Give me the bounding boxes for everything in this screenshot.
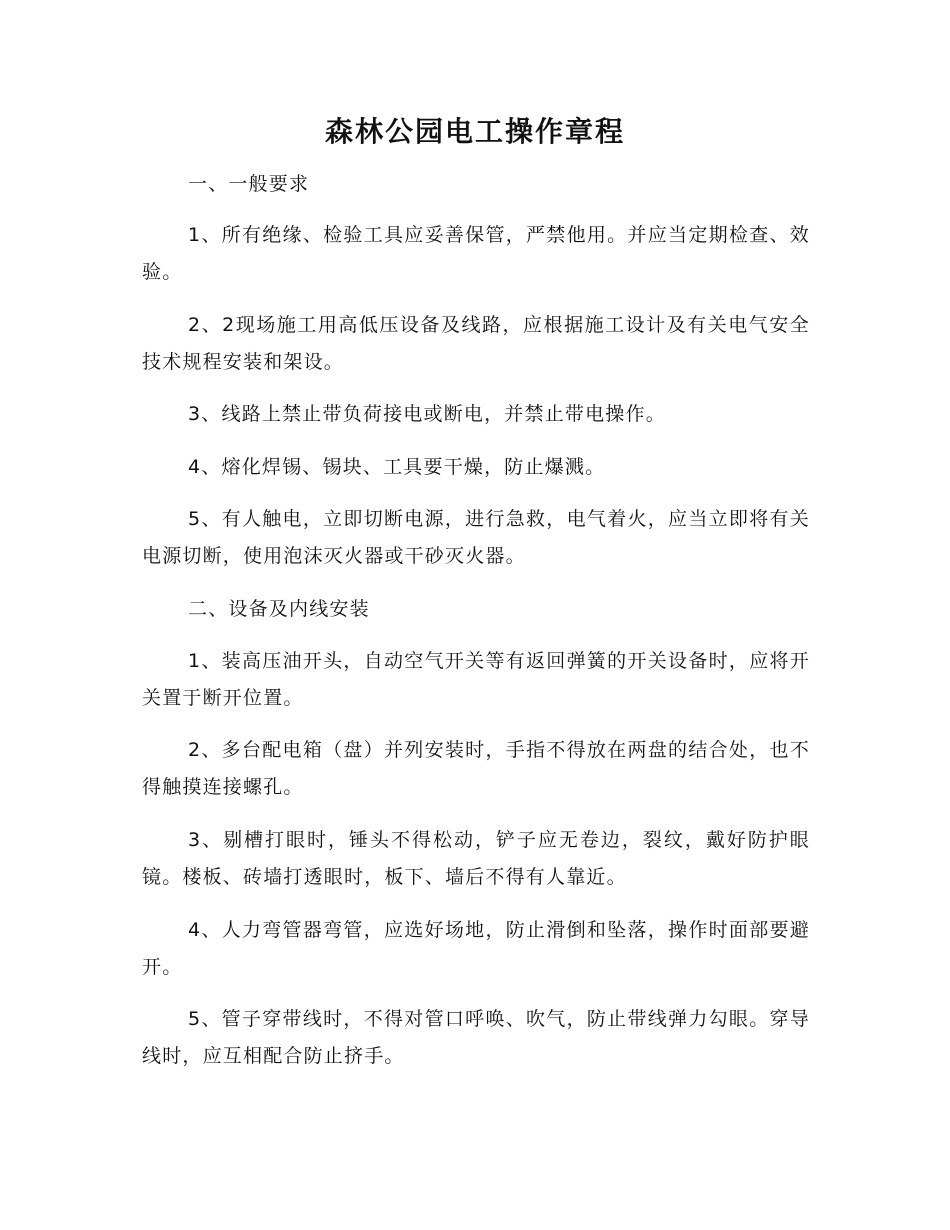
paragraph-item: 4、人力弯管器弯管，应选好场地，防止滑倒和坠落，操作时面部要避开。 [142, 919, 810, 978]
section-heading-general: 一、一般要求 [188, 173, 310, 195]
document-title: 森林公园电工操作章程 [324, 115, 625, 148]
paragraph-item: 5、管子穿带线时，不得对管口呼唤、吹气，防止带线弹力勾眼。穿导线时，应互相配合防止挤手。 [142, 1008, 810, 1067]
section-heading-equipment: 二、设备及内线安装 [188, 598, 370, 620]
paragraph-item: 3、剔槽打眼时，锤头不得松动，铲子应无卷边，裂纹，戴好防护眼镜。楼板、砖墙打透眼时，板下、墙后不得有人靠近。 [142, 829, 810, 888]
paragraph-item: 1、装高压油开头，自动空气开关等有返回弹簧的开关设备时，应将开关置于断开位置。 [142, 650, 810, 709]
paragraph-item: 2、2现场施工用高低压设备及线路，应根据施工设计及有关电气安全技术规程安装和架设。 [142, 314, 810, 373]
paragraph-item: 4、熔化焊锡、锡块、工具要干燥，防止爆溅。 [188, 456, 606, 478]
paragraph-item: 2、多台配电箱（盘）并列安装时，手指不得放在两盘的结合处，也不得触摸连接螺孔。 [142, 739, 810, 798]
paragraph-item: 1、所有绝缘、检验工具应妥善保管，严禁他用。并应当定期检查、效验。 [142, 224, 810, 283]
paragraph-item: 5、有人触电，立即切断电源，进行急救，电气着火，应当立即将有关电源切断，使用泡沫灭火器或干砂灭火器。 [142, 508, 810, 567]
paragraph-item: 3、线路上禁止带负荷接电或断电，并禁止带电操作。 [188, 403, 666, 425]
